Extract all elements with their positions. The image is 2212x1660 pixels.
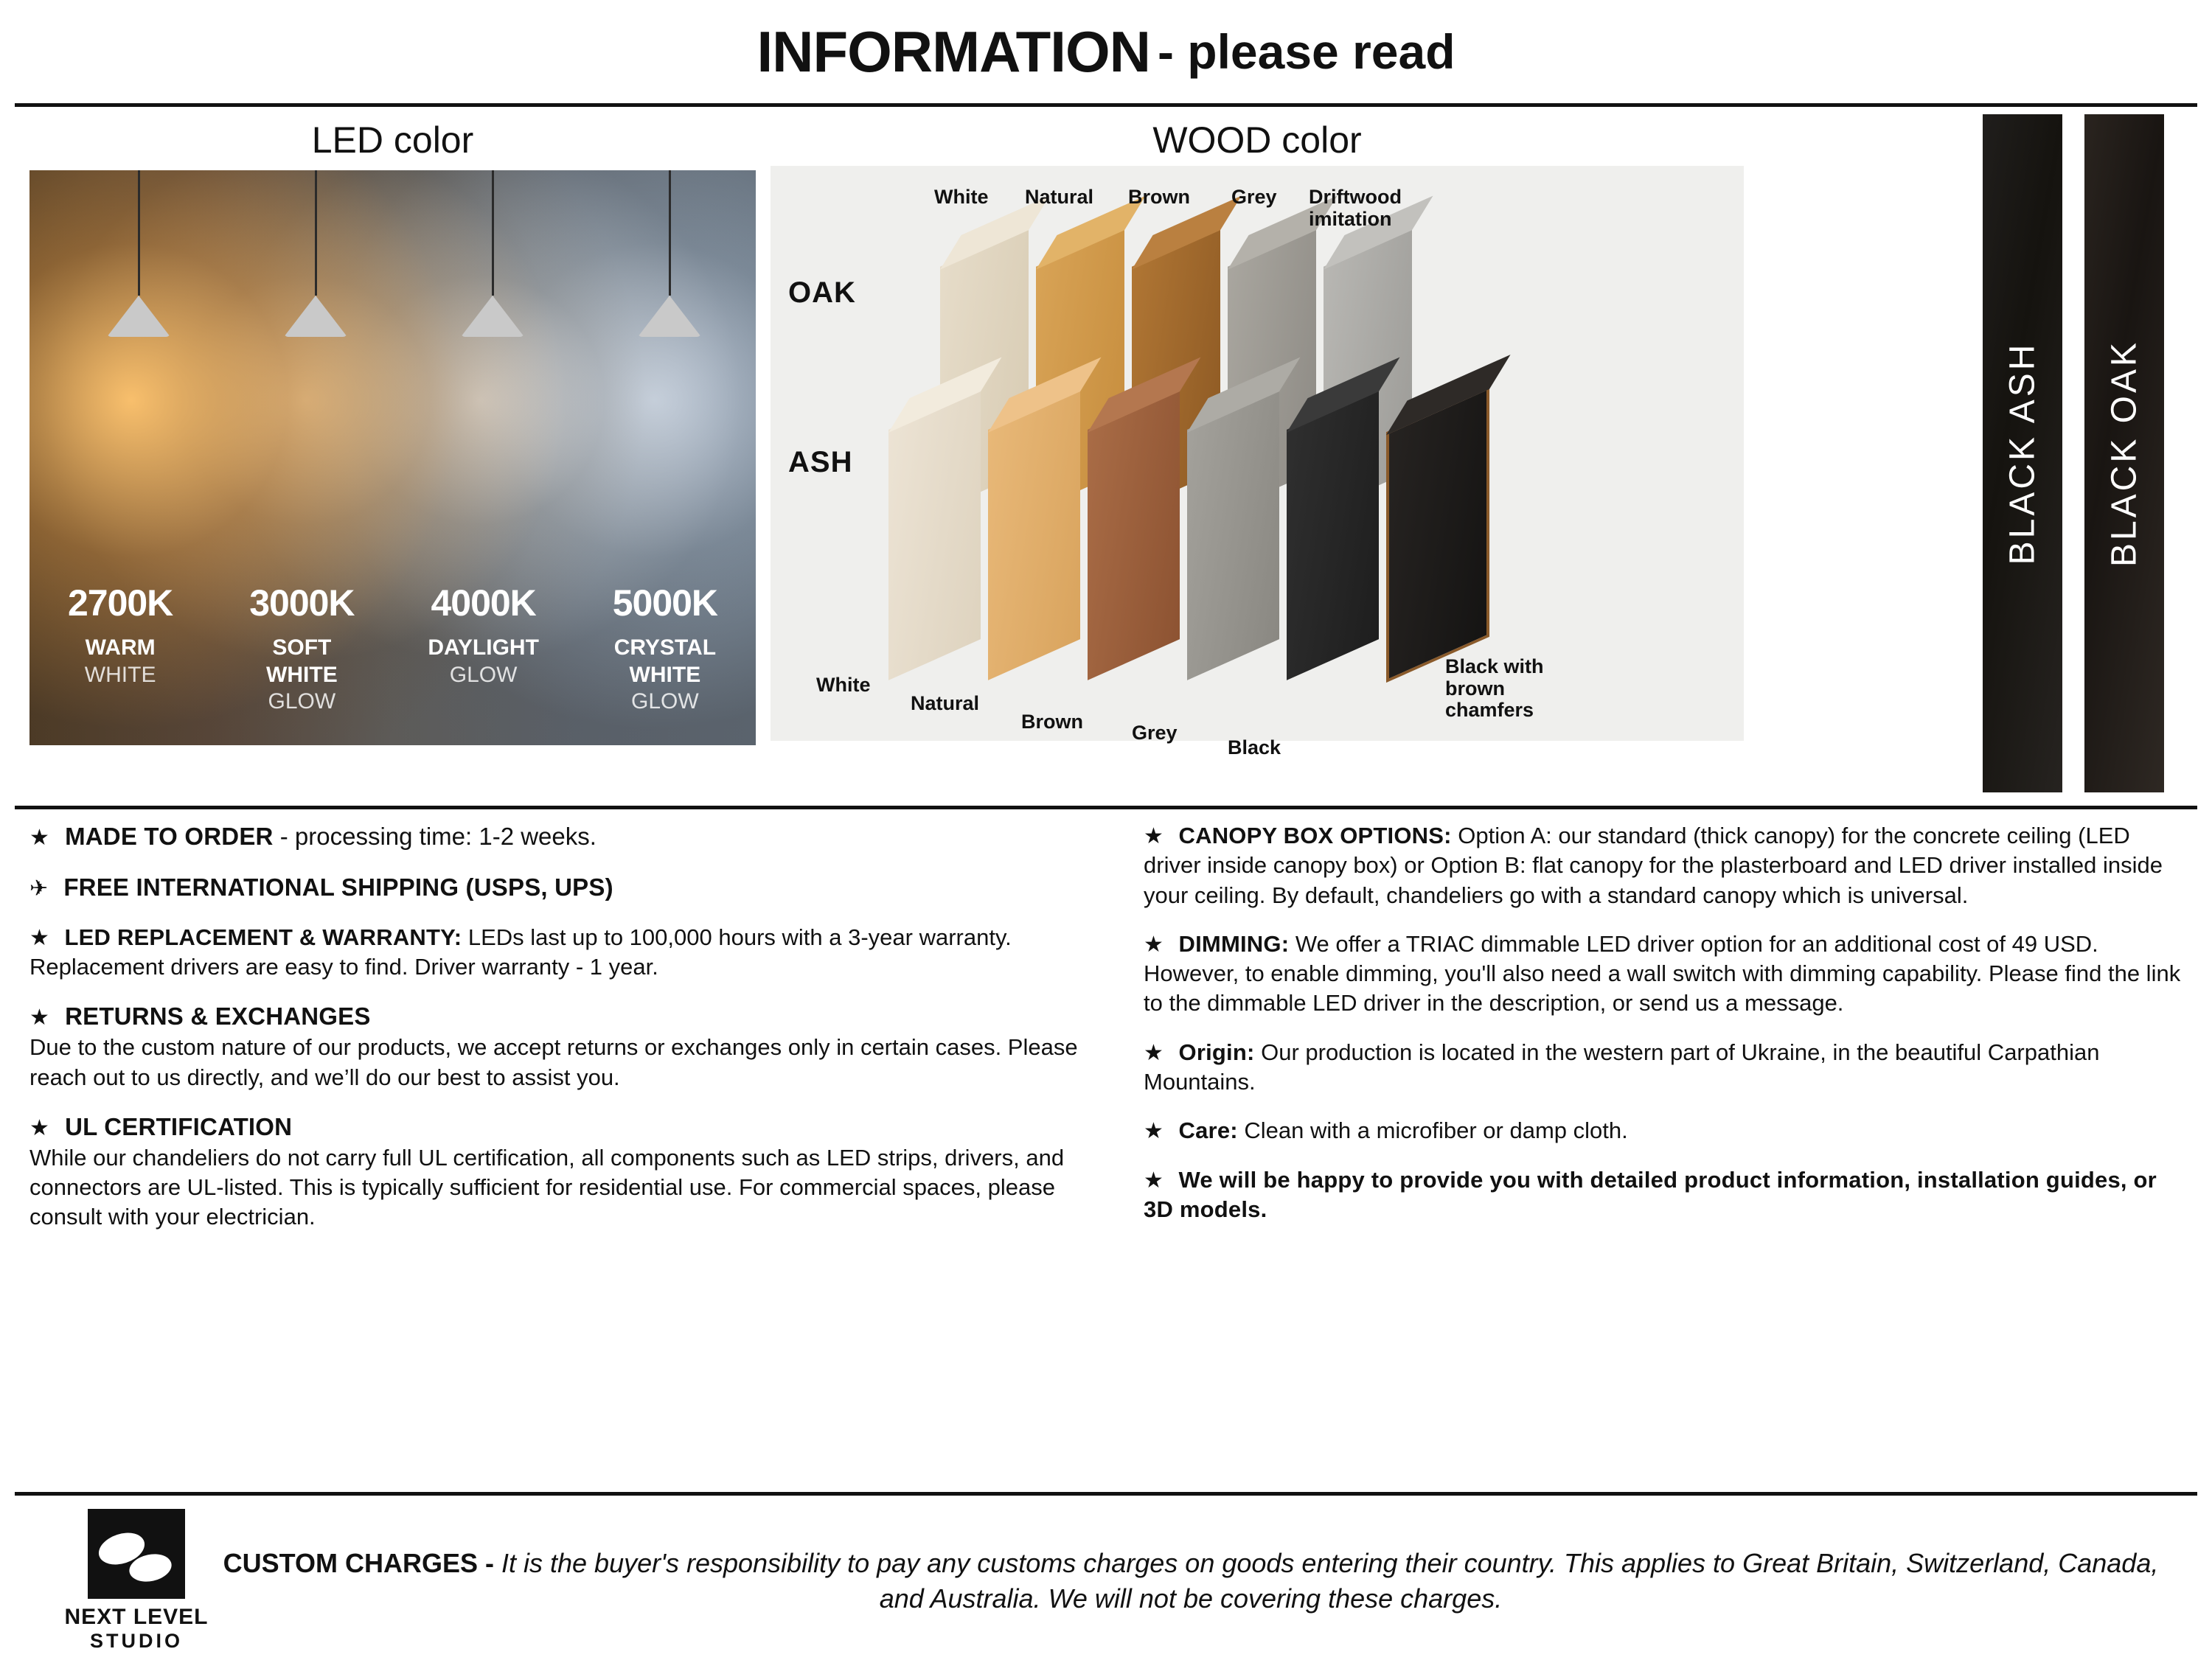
wood-row-label-ash: ASH — [788, 446, 853, 478]
custom-charges-title: CUSTOM CHARGES - — [223, 1547, 494, 1578]
info-block-origin — [1144, 1038, 2183, 1098]
wood-label-oak-driftwood: Driftwood imitation — [1309, 186, 1402, 230]
star-icon: ★ — [29, 925, 49, 950]
info-block-canopy — [1144, 821, 2183, 910]
wood-label-ash-natural: Natural — [911, 692, 980, 714]
info-title: Care: — [1178, 1117, 1238, 1144]
star-icon: ★ — [1144, 1119, 1164, 1144]
pendant-lamp-icon — [638, 170, 701, 337]
pendant-lamp-icon — [107, 170, 170, 337]
page-title: INFORMATION — [757, 18, 1150, 84]
led-kelvin: 4000K — [431, 582, 536, 624]
info-body: Due to the custom nature of our products, we accept returns or exchanges only in certain cases. Please reach out to us directly, and we’ll do our best to assist you. — [29, 1034, 1078, 1090]
info-block-happy-to-provide — [1144, 1165, 2183, 1225]
wood-label-ash-grey: Grey — [1132, 722, 1178, 744]
info-title: RETURNS & EXCHANGES — [65, 1002, 371, 1030]
wood-color-image — [771, 166, 1744, 758]
wood-sample-ash-white — [888, 388, 981, 680]
led-item — [211, 582, 392, 716]
led-name: CRYSTAL WHITE GLOW — [613, 635, 717, 714]
info-body: While our chandeliers do not carry full UL certification, all components such as LED strips, drivers, and connectors are UL-listed. This is typically sufficient for residential use. For commercial spaces, please consult with your electrician. — [29, 1144, 1065, 1230]
wood-sample-ash-grey — [1187, 388, 1279, 680]
info-body: LEDs last up to 100,000 hours with a 3-year warranty. Replacement drivers are easy to find. Driver warranty - 1 year. — [29, 924, 1012, 980]
star-icon: ★ — [29, 826, 49, 850]
star-icon: ★ — [29, 1005, 49, 1030]
info-title: LED REPLACEMENT & WARRANTY: — [64, 924, 462, 950]
info-title: UL CERTIFICATION — [65, 1112, 293, 1140]
info-block-ul-certification — [29, 1112, 1083, 1232]
info-block-free-shipping — [29, 872, 1083, 904]
logo-mark-icon — [88, 1509, 185, 1599]
black-wood-panels — [1751, 114, 2164, 792]
pendant-lamp-icon — [461, 170, 524, 337]
info-block-dimming — [1144, 930, 2183, 1019]
info-body: Clean with a microfiber or damp cloth. — [1237, 1117, 1628, 1144]
info-body — [0, 809, 2212, 1252]
info-title: CANOPY BOX OPTIONS: — [1178, 823, 1452, 848]
wood-label-ash-brown: Brown — [1021, 711, 1083, 733]
wood-sample-ash-natural — [988, 388, 1080, 680]
info-body: - processing time: 1-2 weeks. — [273, 823, 597, 850]
swatch-area — [0, 107, 2212, 792]
info-body: Our production is located in the western part of Ukraine, in the beautiful Carpathian Mountains. — [1144, 1039, 2100, 1095]
star-icon: ★ — [29, 1115, 49, 1140]
wood-label-ash-white: White — [816, 674, 871, 696]
pendant-lamp-icon — [284, 170, 347, 337]
black-oak-label: BLACK OAK — [2104, 339, 2144, 568]
info-block-care — [1144, 1116, 2183, 1145]
black-ash-label: BLACK ASH — [2003, 341, 2042, 565]
led-name: DAYLIGHT GLOW — [428, 635, 539, 687]
led-section-title: LED color — [311, 119, 474, 161]
wood-sample-ash-brown — [1088, 388, 1180, 680]
page-footer — [0, 1492, 2212, 1660]
wood-label-oak-white: White — [934, 186, 989, 208]
info-body: We offer a TRIAC dimmable LED driver option for an additional cost of 49 USD. However, to enable dimming, you'll also need a wall switch with dimming capability. Please find the link to the dimmable LED driver in the description, or send us a message. — [1144, 930, 2181, 1016]
page-header — [0, 0, 2212, 103]
wood-label-oak-natural: Natural — [1025, 186, 1094, 208]
led-kelvin: 2700K — [67, 582, 173, 624]
black-oak-panel — [2084, 114, 2164, 792]
wood-label-oak-grey: Grey — [1231, 186, 1277, 208]
led-name: SOFT WHITE GLOW — [266, 635, 338, 714]
logo-line-1: NEXT LEVEL — [64, 1605, 209, 1629]
page-subtitle: - please read — [1157, 24, 1455, 79]
logo-line-2: STUDIO — [89, 1630, 183, 1652]
led-kelvin: 5000K — [612, 582, 718, 624]
info-body: Option A: our standard (thick canopy) for the concrete ceiling (LED driver inside canopy box) or Option B: flat canopy for the plasterboard and LED driver installed inside your ceiling. By default, chandeliers go with a standard canopy which is universal. — [1144, 823, 2163, 908]
led-name: WARM WHITE — [84, 635, 156, 687]
star-icon: ★ — [1144, 932, 1164, 957]
led-kelvin: 3000K — [249, 582, 355, 624]
info-title: DIMMING: — [1178, 930, 1290, 957]
led-color-section — [29, 114, 756, 792]
wood-label-oak-brown: Brown — [1128, 186, 1190, 208]
wood-label-ash-black: Black — [1228, 736, 1281, 758]
led-item — [29, 582, 211, 716]
led-color-image — [29, 170, 756, 745]
custom-charges-body: It is the buyer's responsibility to pay any customs charges on goods entering their country. This applies to Great Britain, Switzerland, Canada, and Australia. We will not be covering these charges. — [494, 1547, 2159, 1614]
info-title: MADE TO ORDER — [65, 823, 274, 850]
star-icon: ★ — [1144, 1168, 1164, 1193]
info-title: We will be happy to provide you with detailed product information, installation guides, or 3D models. — [1144, 1166, 2157, 1222]
info-title: FREE INTERNATIONAL SHIPPING (USPS, UPS) — [63, 873, 613, 901]
airplane-icon: ✈ — [29, 876, 49, 901]
wood-color-section — [771, 114, 1744, 792]
info-block-led-warranty — [29, 923, 1083, 983]
wood-sample-ash-black-brown-chamfers — [1386, 386, 1489, 683]
star-icon: ★ — [1144, 1040, 1164, 1065]
black-ash-panel — [1983, 114, 2062, 792]
wood-sample-ash-black — [1287, 388, 1379, 680]
info-column-left — [29, 821, 1110, 1252]
info-block-returns — [29, 1001, 1083, 1092]
led-label-row — [29, 582, 756, 716]
custom-charges-text — [214, 1546, 2168, 1616]
wood-label-ash-black-brown-chamfers: Black with brown chamfers — [1445, 655, 1544, 722]
info-title: Origin: — [1178, 1039, 1255, 1065]
led-item — [393, 582, 574, 716]
led-item — [574, 582, 756, 716]
star-icon: ★ — [1144, 824, 1164, 848]
info-block-made-to-order — [29, 821, 1083, 853]
brand-logo — [59, 1509, 214, 1653]
wood-row-label-oak: OAK — [788, 276, 856, 309]
wood-section-title: WOOD color — [1152, 119, 1362, 161]
info-column-right — [1110, 821, 2190, 1252]
